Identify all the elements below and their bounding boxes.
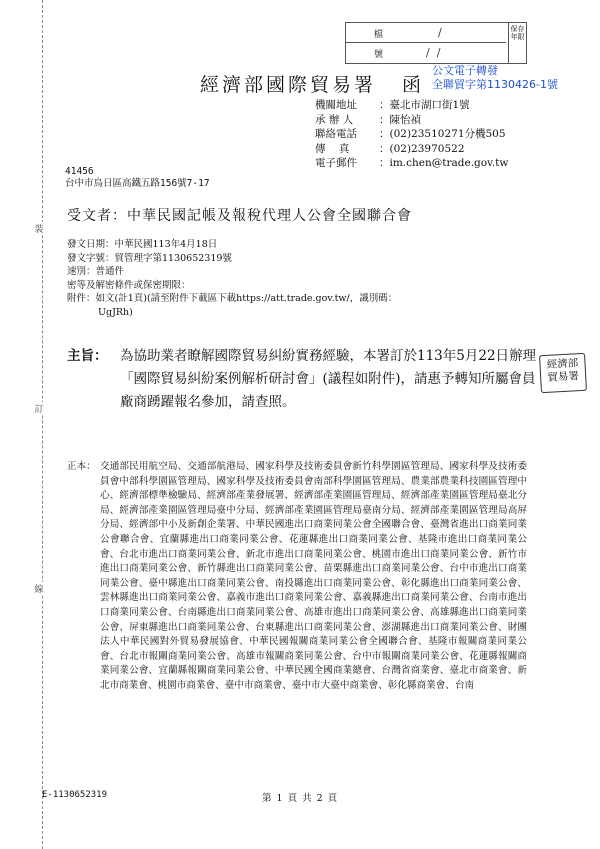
binding-char-zhuang: 裝 — [30, 222, 48, 235]
cc-text: 交通部民用航空局、交通部航港局、國家科學及技術委員會新竹科學園區管理局、國家科學及技術委員會中部科學園區管理局、國家科學及技術委員會南部科學園區管理局、農業部農業科技園區管理中心、經濟部標準檢驗局、經濟部產業發展署、經濟部產業園區管理局、經濟部產業園區管理局臺北分局、經濟部產業園區管理局臺中分局、經濟部產業園區管理局臺南分局、經濟部產業園區管理局高屏分局、經濟部中小及新創企業署、中華民國進出口商業同業公會全國聯合會、臺灣省進出口商業同業公會聯合會、宜蘭縣進出口商業同業公會、花蓮縣進出口商業同業公會、基隆市進出口商業同業公會、台北市進出口商業同業公會、新北市進出口商業同業公會、桃園市進出口商業同業公會、新竹市進出口商業同業公會、新竹縣進出口商業同業公會、苗栗縣進出口商業同業公會、台中市進出口商業同業公會、臺中縣進出口商業同業公會、南投縣進出口商業同業公會、彰化縣進出口商業同業公會、雲林縣進出口商業同業公會、嘉義市進出口商業同業公會、嘉義縣進出口商業同業公會、台南市進出口商業同業公會、台南縣進出口商業同業公會、高雄市進出口商業同業公會、高雄縣進出口商業同業公會、屏東縣進出口商業同業公會、台東縣進出口商業同業公會、澎湖縣進出口商業同業公會、財團法人中華民國對外貿易發展協會、中華民國報關商業同業公會全國聯合會、基隆市報關商業同業公會、台北市報關商業同業公會、高雄市報關商業同業公會、台中市報關商業同業公會、花蓮縣報關商業同業公會、宜蘭縣報關商業同業公會、中華民國全國商業總會、台灣省商業會、臺北市商業會、新北市商業會、桃園市商業會、臺中市商業會、臺中市大臺中商業會、彰化縣商業會、台南 — [100, 461, 527, 691]
subject-label: 主旨： — [67, 348, 108, 364]
attachment-line-1: 附件：如文(計1頁)(請至附件下載區下載https://att.trade.gov.tw/，識別碼： — [67, 293, 398, 304]
info-label: 傳 真 — [315, 142, 350, 155]
seal-line-1: 經濟部 — [546, 357, 579, 371]
document-type: 函 — [402, 74, 422, 96]
info-row-fax: 傳 真 ：(02)23970522 — [315, 142, 465, 155]
info-value: (02)23510271分機505 — [389, 128, 506, 140]
issue-date: 發文日期：中華民國113年4月18日 — [67, 239, 218, 250]
seal-line-2: 貿易署 — [547, 370, 580, 384]
page-number: 第 1 頁 共 2 頁 — [262, 793, 338, 804]
info-label: 承 辦 人 — [315, 113, 354, 126]
document-id: E-1130652319 — [42, 790, 108, 800]
info-value: 陳怡禎 — [389, 113, 421, 126]
copy-recipients — [67, 460, 527, 694]
archive-number-label: 號 — [374, 50, 384, 60]
archive-file-slash: / — [438, 26, 442, 39]
archive-row-number — [346, 43, 506, 62]
binding-char-ding: 訂 — [30, 402, 48, 415]
info-label: 聯絡電話 — [315, 128, 357, 140]
agency-title: 經濟部國際貿易署 — [200, 74, 377, 96]
priority: 速別：普通件 — [67, 266, 125, 277]
secrecy: 密等及解密條件或保密期限： — [67, 279, 191, 291]
binding-line — [42, 0, 43, 849]
issue-number: 發文字號：貿管理字第1130652319號 — [67, 252, 232, 264]
subject-text: 為協助業者瞭解國際貿易糾紛實務經驗，本署訂於113年5月22日辦理「國際貿易糾紛案例解析研討會」(議程如附件)，請惠予轉知所屬會員廠商踴躍報名參加，請查照。 — [120, 348, 537, 410]
electronic-forward-stamp — [432, 64, 558, 92]
attachment-line-2: UgJRh) — [98, 306, 133, 318]
postcode: 41456 — [65, 166, 94, 177]
info-value: 臺北市湖口街1號 — [389, 99, 470, 111]
archive-retention-label: 保存年限 — [508, 23, 526, 63]
subject — [67, 345, 537, 414]
recipient: 受文者：中華民國記帳及報稅代理人公會全國聯合會 — [67, 208, 412, 224]
archive-box — [345, 22, 527, 64]
archive-file-label: 檔 — [374, 30, 384, 40]
document-meta — [67, 238, 397, 319]
cc-label: 正本： — [67, 461, 96, 472]
info-row-phone: 聯絡電話 ：(02)23510271分機505 — [315, 128, 506, 140]
info-label: 機關地址 — [315, 99, 357, 111]
agency-seal — [539, 353, 587, 393]
archive-number-slash: / / — [426, 46, 441, 59]
info-row-email: 電子郵件 ：im.chen@trade.gov.tw — [315, 157, 509, 169]
stamp-line-1: 公文電子轉發 — [432, 64, 498, 77]
recipient-address — [65, 166, 210, 190]
info-value: (02)23970522 — [389, 142, 465, 155]
street-address: 台中市烏日區高鐵五路156號7-17 — [65, 178, 210, 189]
contact-info — [315, 98, 508, 171]
binding-char-xian: 線 — [30, 582, 48, 595]
info-label: 電子郵件 — [315, 157, 357, 169]
stamp-line-2: 全聯貿字第1130426-1號 — [432, 78, 558, 91]
info-row-officer: 承 辦 人 ：陳怡禎 — [315, 113, 421, 126]
info-value: im.chen@trade.gov.tw — [389, 157, 509, 169]
archive-row-file — [346, 23, 506, 43]
info-row-address: 機關地址 ：臺北市湖口街1號 — [315, 99, 470, 111]
